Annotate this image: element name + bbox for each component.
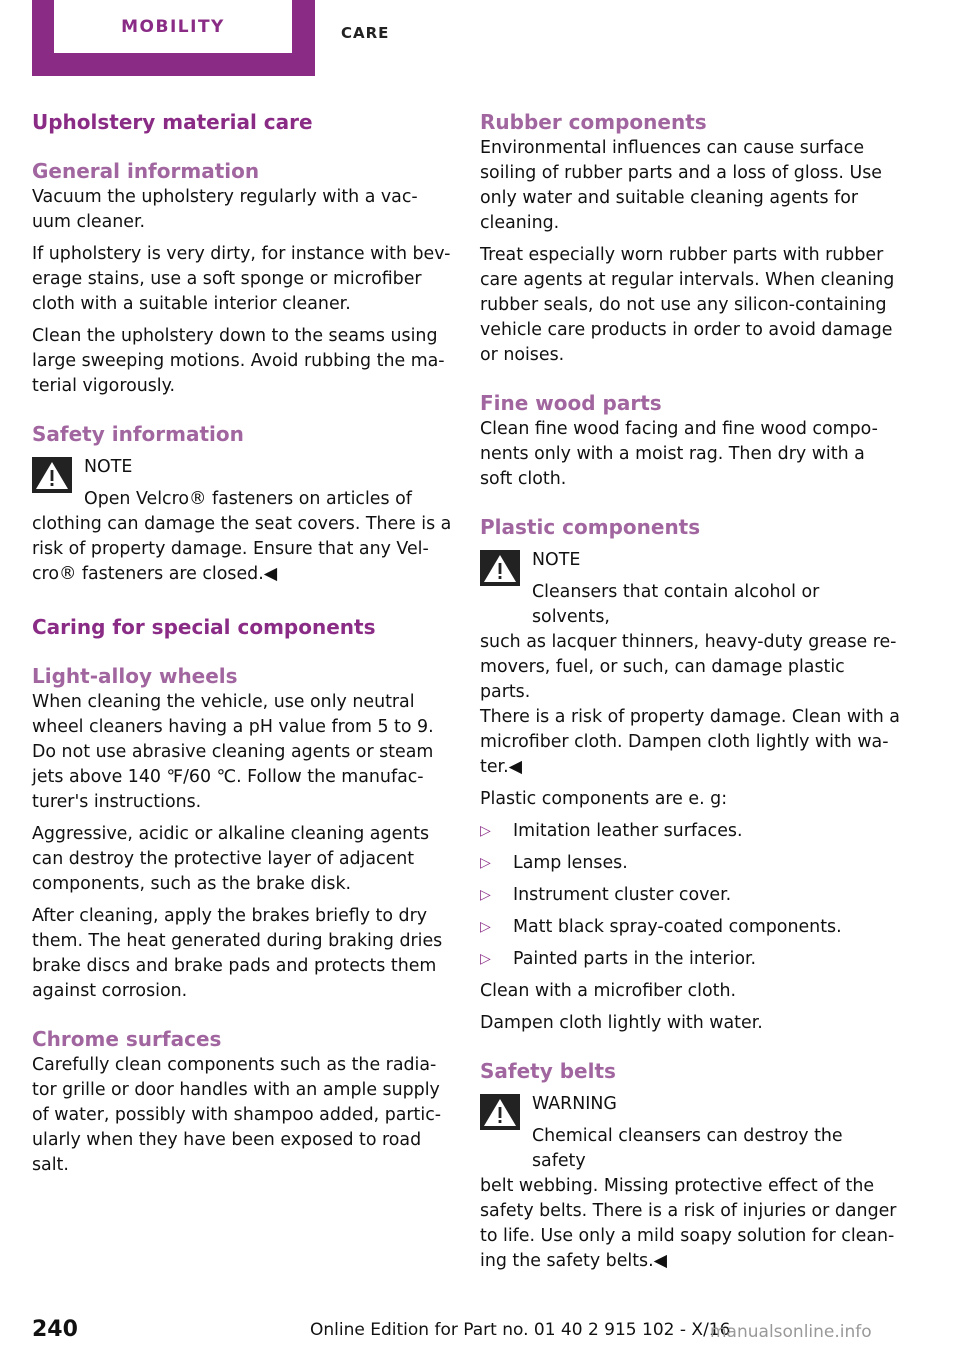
watermark: manualsonline.info (710, 1322, 872, 1342)
note-velcro: NOTE Open Velcro® fasteners on articles of clothing can damage the seat covers. There is a risk of property damage. Ensure that any Vel- cro® fasteners are closed.◀ (32, 457, 452, 584)
heading-safety-information: Safety information (32, 422, 244, 446)
triangle-right-icon: ▷ (480, 823, 491, 839)
paragraph-general-3: Clean the upholstery down to the seams using large sweeping motions. Avoid rubbing the ma- terial vigorously. (32, 326, 445, 396)
paragraph-alloy-1: When cleaning the vehicle, use only neutral wheel cleaners having a pH value from 5 to 9. Do not use abrasive cleaning agents or steam jets above 140 ℉/60 ℃. Follow the manufac- turer's instructions. (32, 692, 434, 812)
heading-plastic-components: Plastic components (480, 515, 701, 539)
paragraph-general-2: If upholstery is very dirty, for instance with bev- erage stains, use a soft sponge or microfiber cloth with a suitable interior cleaner. (32, 244, 451, 314)
paragraph-alloy-3: After cleaning, apply the brakes briefly to dry them. The heat generated during braking dries brake discs and brake pads and protects them against corrosion. (32, 906, 443, 1001)
warning-triangle-icon (32, 457, 72, 493)
paragraph-rubber-2: Treat especially worn rubber parts with rubber care agents at regular intervals. When cleaning rubber seals, do not use any silicon-containing vehicle care products in order to avoid damage or noises. (480, 245, 895, 365)
list-item: ▷ Painted parts in the interior. (480, 947, 900, 972)
heading-chrome-surfaces: Chrome surfaces (32, 1027, 222, 1051)
edition-footer: Online Edition for Part no. 01 40 2 915 102 - X/16 (310, 1320, 731, 1340)
list-item: ▷ Imitation leather surfaces. (480, 819, 900, 844)
warning-triangle-icon (480, 550, 520, 586)
heading-light-alloy-wheels: Light-alloy wheels (32, 664, 238, 688)
paragraph-rubber-1: Environmental influences can cause surface soiling of rubber parts and a loss of gloss. Use only water and suitable cleaning agents for cleaning. (480, 138, 882, 233)
warning-label: WARNING (532, 1094, 617, 1114)
triangle-right-icon: ▷ (480, 951, 491, 967)
plastic-list (480, 819, 900, 972)
heading-safety-belts: Safety belts (480, 1059, 616, 1083)
left-column (32, 108, 452, 1178)
triangle-right-icon: ▷ (480, 919, 491, 935)
heading-upholstery: Upholstery material care (32, 110, 313, 134)
warning-safety-belts: WARNING Chemical cleansers can destroy the safety belt webbing. Missing protective effect of the safety belts. There is a risk of injuries or danger to life. Use only a mild soapy solution for clean- ing the safety belts.◀ (480, 1092, 900, 1274)
paragraph-general-1: Vacuum the upholstery regularly with a vac- uum cleaner. (32, 187, 418, 232)
heading-rubber-components: Rubber components (480, 110, 707, 134)
page-number: 240 (32, 1317, 78, 1342)
warning-triangle-icon (480, 1094, 520, 1130)
paragraph-chrome-1: Carefully clean components such as the radia- tor grille or door handles with an ample supply of water, possibly with shampoo added, partic- ularly when they have been exposed to road salt. (32, 1055, 442, 1175)
section-tab-care[interactable]: CARE (341, 24, 390, 42)
list-item: ▷ Instrument cluster cover. (480, 883, 900, 908)
heading-special-components: Caring for special components (32, 615, 376, 639)
paragraph-plastic-intro: Plastic components are e. g: (480, 789, 728, 809)
triangle-right-icon: ▷ (480, 855, 491, 871)
paragraph-wood-1: Clean fine wood facing and fine wood compo- nents only with a moist rag. Then dry with a soft cloth. (480, 419, 878, 489)
section-tab-mobility-label: MOBILITY (54, 0, 292, 53)
note-plastic: NOTE Cleansers that contain alcohol or solvents, such as lacquer thinners, heavy-duty grease re- movers, fuel, or such, can damage plastic parts. There is a risk of property damage. Clean with a microfiber cloth. Dampen cloth lightly with wa- ter.◀ (480, 550, 900, 777)
note-label: NOTE (532, 550, 581, 570)
paragraph-plastic-after-1: Clean with a microfiber cloth. (480, 981, 737, 1001)
heading-general-information: General information (32, 159, 260, 183)
heading-fine-wood-parts: Fine wood parts (480, 391, 662, 415)
page-header (0, 0, 960, 80)
list-item: ▷ Matt black spray-coated components. (480, 915, 900, 940)
triangle-right-icon: ▷ (480, 887, 491, 903)
right-column (480, 108, 900, 1274)
section-tab-mobility[interactable] (32, 0, 315, 76)
note-label: NOTE (84, 457, 133, 477)
paragraph-plastic-after-2: Dampen cloth lightly with water. (480, 1013, 763, 1033)
paragraph-alloy-2: Aggressive, acidic or alkaline cleaning agents can destroy the protective layer of adjacent components, such as the brake disk. (32, 824, 430, 894)
list-item: ▷ Lamp lenses. (480, 851, 900, 876)
